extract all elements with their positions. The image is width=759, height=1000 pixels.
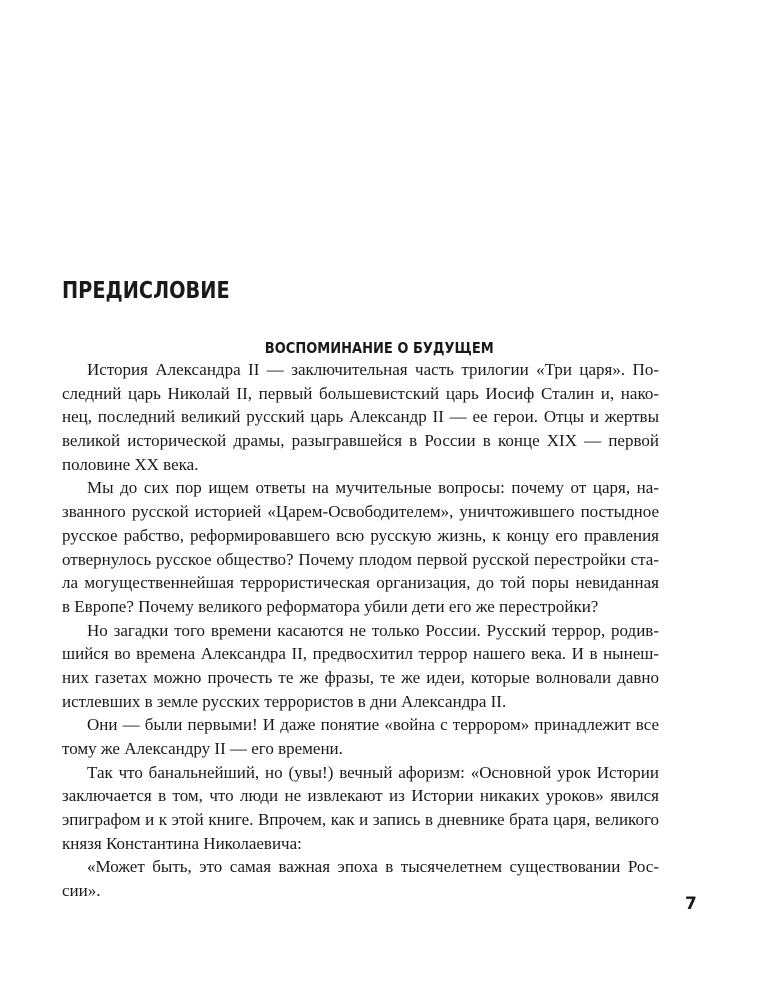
body-text [62, 358, 659, 903]
text-line: половине XX века. [62, 454, 199, 474]
text-line: в Европе? Почему великого реформатора убили дети его же перестройки? [62, 596, 599, 616]
text-line: Так что банальнейший, но (увы!) вечный афоризм: «Основной урок Истории [87, 762, 659, 782]
section-title [0, 337, 759, 359]
text-line: шийся во времена Александра II, предвосхитил террор нашего века. И в нынеш- [62, 644, 659, 664]
text-line: Но загадки того времени касаются не только России. Русский террор, родив- [87, 620, 659, 640]
paragraph-2 [62, 476, 659, 618]
text-line: сии». [62, 881, 101, 901]
text-line: заключается в том, что люди не извлекают из Истории никаких уроков» явился [62, 786, 659, 806]
text-line: тому же Александру II — его времени. [62, 739, 343, 758]
section-title-text: ВОСПОМИНАНИЕ О БУДУЩЕМ [265, 339, 494, 357]
text-line: «Может быть, это самая важная эпоха в тысячелетнем существовании Рос- [87, 857, 659, 877]
text-line: ла могущественнейшая террористическая организация, до той поры невиданная [62, 573, 659, 593]
paragraph-4 [62, 713, 659, 760]
text-line: История Александра II — заключительная часть трилогии «Три царя». По- [87, 360, 659, 379]
text-line: князя Константина Николаевича: [62, 833, 302, 853]
text-line: великой исторической драмы, разыгравшейся в России в конце XIX — первой [62, 431, 659, 451]
text-line: нец, последний великий русский царь Александр II — ее герои. Отцы и жертвы [62, 407, 659, 427]
text-line: званного русской историей «Царем-Освободителем», уничтожившего постыдное [62, 502, 659, 522]
text-line: истлевших в земле русских террористов в дни Александра II. [62, 691, 507, 711]
paragraph-3 [62, 619, 659, 714]
paragraph-1 [62, 358, 659, 476]
text-line: отвернулось русское общество? Почему плодом первой русской перестройки ста- [62, 549, 659, 569]
text-line: Они — были первыми! И даже понятие «война с террором» принадлежит все [87, 715, 659, 735]
text-line: Мы до сих пор ищем ответы на мучительные вопросы: почему от царя, на- [87, 478, 659, 498]
page-number: 7 [685, 894, 697, 914]
text-line: следний царь Николай II, первый большевистский царь Иосиф Сталин и, нако- [62, 383, 659, 403]
text-line: эпиграфом и к этой книге. Впрочем, как и запись в дневнике брата царя, великого [62, 810, 659, 830]
text-line: них газетах можно прочесть те же фразы, те же идеи, которые волновали давно [62, 667, 659, 687]
chapter-title: ПРЕДИСЛОВИЕ [62, 278, 230, 304]
paragraph-5 [62, 761, 659, 856]
paragraph-6 [62, 855, 659, 902]
text-line: русское рабство, реформировавшего всю русскую жизнь, к концу его правления [62, 525, 659, 545]
